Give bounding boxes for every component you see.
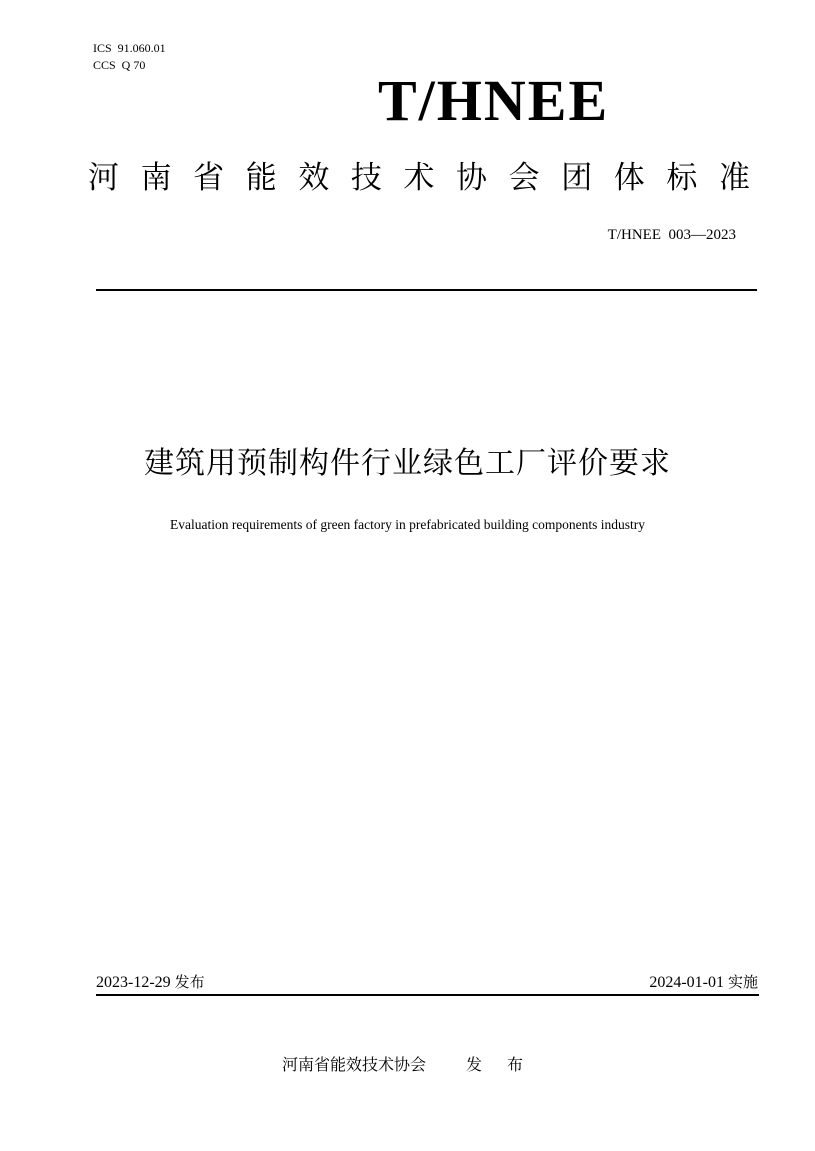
bottom-divider: [96, 994, 759, 996]
org-title-char: 省: [193, 160, 225, 196]
top-divider: [96, 289, 757, 291]
publisher-name: 河南省能效技术协会: [281, 1055, 426, 1074]
org-title-char: 南: [140, 160, 172, 196]
ics-code: ICS 91.060.01: [93, 41, 166, 55]
org-title-char: 准: [718, 160, 750, 196]
org-title-char: 能: [245, 160, 277, 196]
org-title-char: 术: [403, 160, 435, 196]
org-title-char: 标: [666, 160, 698, 196]
org-title-char: 体: [613, 160, 645, 196]
implement-date-label: 实施: [727, 973, 758, 991]
publish-date: [96, 972, 205, 993]
publisher-line: [0, 1054, 815, 1076]
ccs-code: CCS Q 70: [93, 58, 146, 72]
document-title-cn: 建筑用预制构件行业绿色工厂评价要求: [144, 446, 671, 481]
org-title-char: 会: [508, 160, 540, 196]
document-title-en: Evaluation requirements of green factory in prefabricated building components industry: [170, 517, 645, 532]
implement-date-value: 2024-01-01: [649, 974, 724, 991]
classification-codes: [93, 40, 166, 74]
org-title-char: 河: [88, 160, 119, 196]
org-title-char: 技: [350, 160, 382, 196]
standard-number: T/HNEE 003—2023: [607, 227, 736, 243]
publisher-action: 发 布: [465, 1055, 534, 1074]
standard-brand-logo: T/HNEE: [378, 68, 610, 133]
organization-standard-title: [88, 158, 750, 198]
publish-date-value: 2023-12-29: [96, 974, 171, 991]
org-title-char: 协: [456, 160, 488, 196]
publish-date-label: 发布: [174, 973, 205, 991]
org-title-char: 效: [298, 160, 330, 196]
org-title-char: 团: [561, 160, 593, 196]
implement-date: [649, 972, 758, 993]
